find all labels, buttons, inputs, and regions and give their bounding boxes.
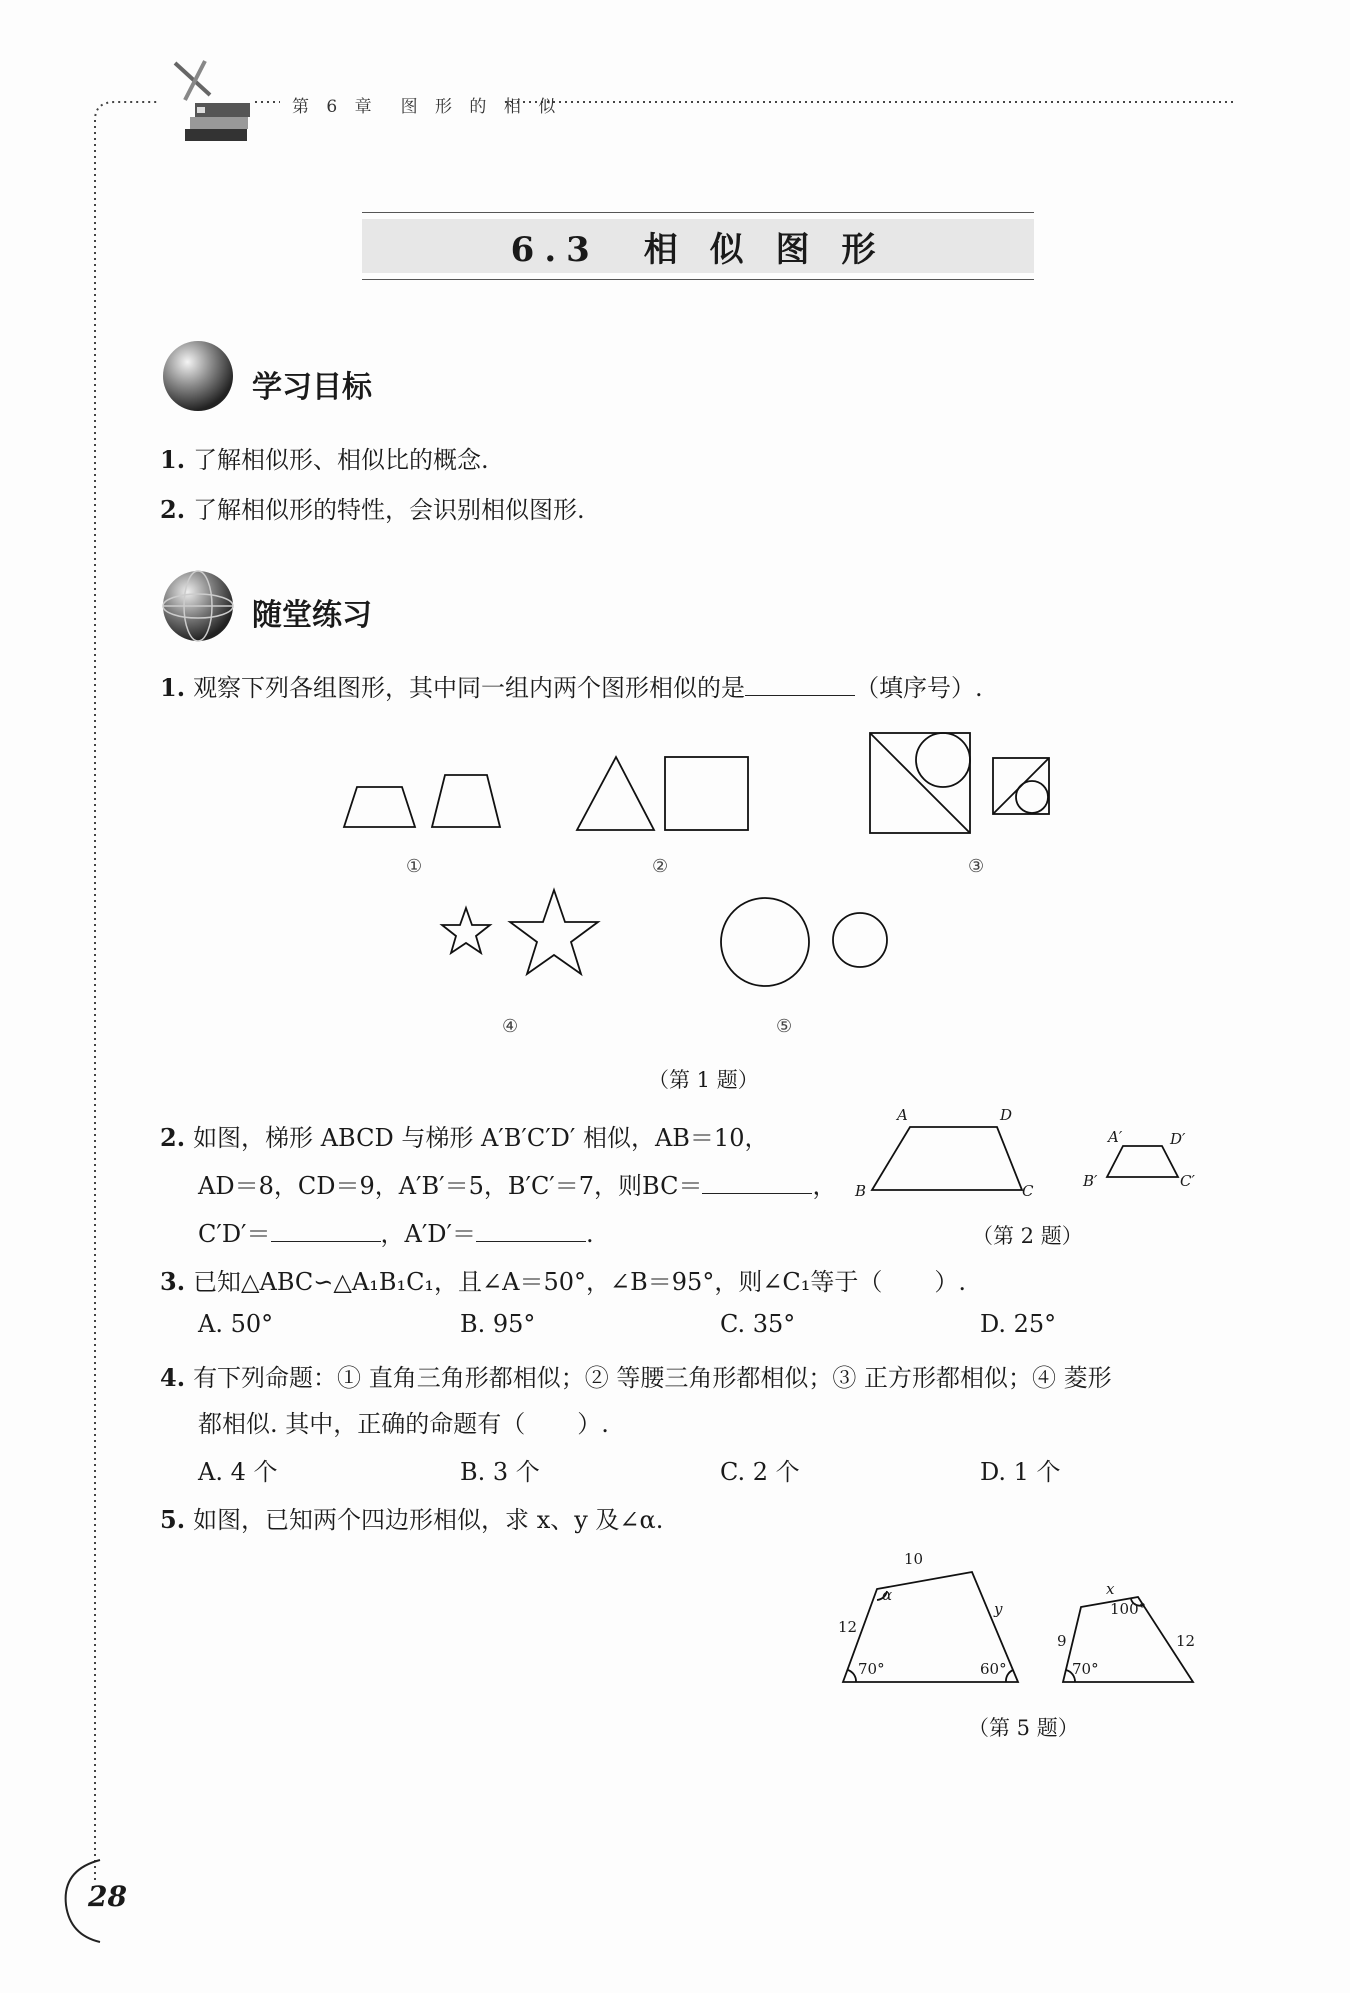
q5-big-left: 12 (838, 1618, 858, 1636)
q2-label-B-prime: B′ (1083, 1172, 1098, 1190)
q4-line-2: 都相似. 其中，正确的命题有（ ）. (198, 1410, 609, 1438)
q2-label-B: B (855, 1182, 867, 1200)
goals-heading: 学习目标 (252, 370, 372, 405)
q5-small-left: 9 (1057, 1632, 1067, 1650)
q2-label-A-prime: A′ (1108, 1128, 1123, 1146)
q5-small-angle-70: 70° (1072, 1660, 1099, 1678)
q5-big-angle-60: 60° (980, 1660, 1007, 1678)
q2-line-2: AD＝8，CD＝9，A′B′＝5，B′C′＝7，则BC＝ ， (198, 1172, 837, 1200)
q5-small-angle-100: 100° (1110, 1600, 1147, 1618)
q1-caption: （第 1 题） (648, 1068, 759, 1092)
section-title: 6.3 相 似 图 形 (510, 229, 886, 270)
q1-label-3: ③ (968, 856, 985, 877)
q2-line-3: C′D′＝ ，A′D′＝ . (198, 1220, 594, 1248)
q2-label-C: C (1022, 1182, 1034, 1200)
q5-big-angle-70: 70° (858, 1660, 885, 1678)
goal-item-2: 2. 了解相似形的特性，会识别相似图形. (160, 495, 585, 524)
q4-option-b[interactable]: B. 3 个 (460, 1458, 540, 1486)
q1-label-4: ④ (502, 1016, 519, 1037)
q5-caption: （第 5 题） (968, 1716, 1079, 1740)
q2-label-D: D (1000, 1106, 1013, 1124)
q2-line-1: 2. 如图，梯形 ABCD 与梯形 A′B′C′D′ 相似，AB＝10， (160, 1123, 769, 1152)
q5-big-alpha: α (882, 1586, 893, 1604)
q5-small-right: 12 (1176, 1632, 1196, 1650)
q2-label-D-prime: D′ (1170, 1130, 1186, 1148)
q2-label-C-prime: C′ (1180, 1172, 1195, 1190)
q5-big-top: 10 (904, 1550, 924, 1568)
goal-item-1: 1. 了解相似形、相似比的概念. (160, 445, 489, 474)
q4-option-c[interactable]: C. 2 个 (720, 1458, 800, 1486)
q3-option-b[interactable]: B. 95° (460, 1310, 536, 1338)
q1-label-1: ① (406, 856, 423, 877)
q4-option-a[interactable]: A. 4 个 (198, 1458, 278, 1486)
q3-text: 3. 已知△ABC∽△A₁B₁C₁，且∠A＝50°，∠B＝95°，则∠C₁等于（ ）. (160, 1267, 967, 1296)
practice-heading: 随堂练习 (252, 598, 372, 633)
q5-small-top: x (1106, 1580, 1115, 1598)
q4-line-1: 4. 有下列命题：① 直角三角形都相似；② 等腰三角形都相似；③ 正方形都相似；④ 菱形 (160, 1363, 1112, 1392)
q1-label-2: ② (652, 856, 669, 877)
q4-option-d[interactable]: D. 1 个 (980, 1458, 1061, 1486)
q1-label-5: ⑤ (776, 1016, 793, 1037)
q2-label-A: A (897, 1106, 908, 1124)
q5-text: 5. 如图，已知两个四边形相似，求 x、y 及∠α. (160, 1505, 664, 1534)
q3-option-d[interactable]: D. 25° (980, 1310, 1057, 1338)
q1-text: 1. 观察下列各组图形，其中同一组内两个图形相似的是 （填序号）. (160, 673, 983, 702)
q2-caption: （第 2 题） (972, 1224, 1083, 1248)
q3-option-c[interactable]: C. 35° (720, 1310, 796, 1338)
q5-big-right: y (994, 1600, 1003, 1618)
page-number: 28 (88, 1880, 127, 1913)
q3-option-a[interactable]: A. 50° (198, 1310, 274, 1338)
chapter-header: 第 6 章 图 形 的 相 似 (292, 97, 562, 117)
